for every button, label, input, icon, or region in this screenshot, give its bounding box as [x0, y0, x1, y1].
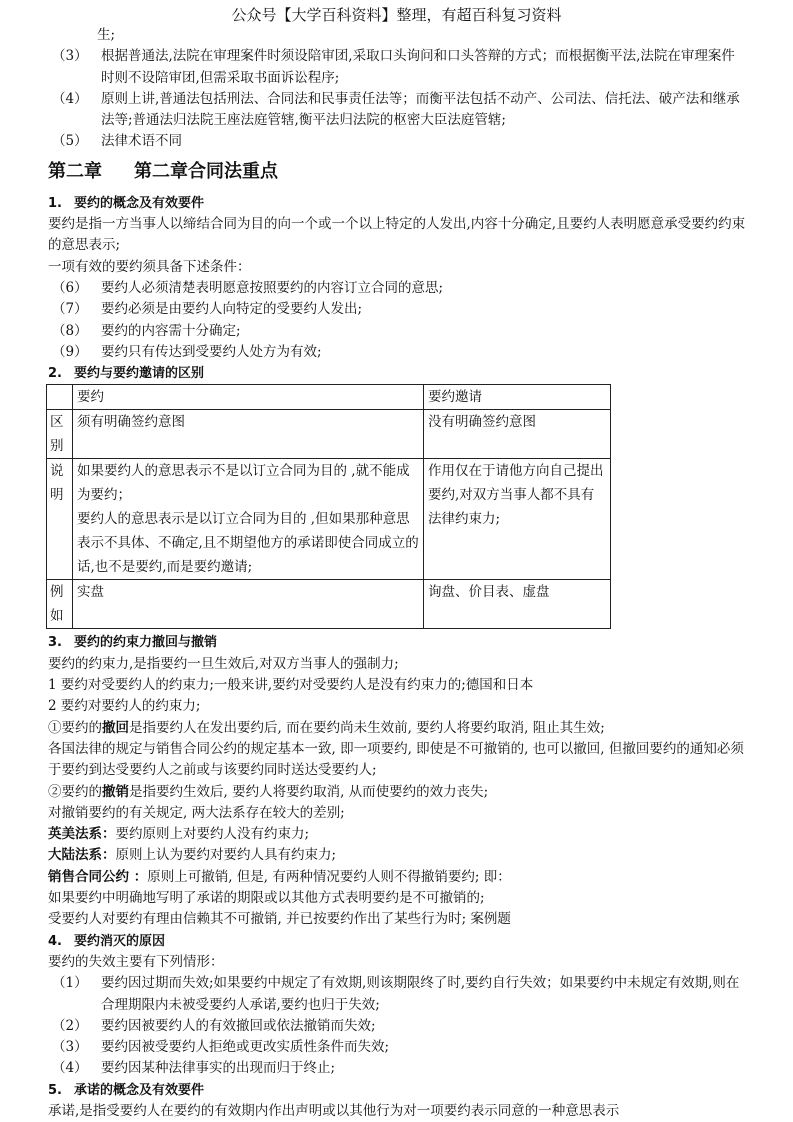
bold-term: 大陆法系：: [48, 847, 116, 864]
paragraph: 各国法律的规定与销售合同公约的规定基本一致, 即一项要约, 即使是不可撤销的, 也可以撤回, 但撤回要约的通知必须于要约到达受要约人之前或与该要约同时送达受要约人;: [48, 740, 744, 779]
list-number: （3）: [52, 48, 88, 65]
chapter-number: 第二章: [48, 160, 102, 182]
paragraph: 如果要约中明确地写明了承诺的期限或以其他方式表明要约是不可撤销的;: [48, 890, 485, 907]
paragraph: [48, 718, 748, 739]
paragraph: 要约的失效主要有下列情形：: [48, 953, 224, 970]
list-text: 要约只有传达到受要约人处方为有效;: [101, 343, 322, 360]
paragraph: 受要约人对要约有理由信赖其不可撤销, 并已按要约作出了某些行为时; 案例题: [48, 911, 511, 928]
bold-term: 英美法系：: [48, 826, 116, 843]
section-title: 要约与要约邀请的区别: [73, 366, 204, 382]
section-number: 3.: [48, 635, 62, 651]
paragraph: [48, 782, 748, 803]
list-item: [48, 342, 748, 363]
table-header: 要约邀请: [424, 385, 611, 410]
section-number: 2.: [48, 366, 62, 382]
table-cell: 没有明确签约意图: [424, 410, 611, 459]
section-heading: [48, 1080, 748, 1101]
bold-term: 销售合同公约 ：: [48, 868, 148, 885]
table-header: 要约: [73, 385, 424, 410]
bold-term: 撤回: [102, 719, 129, 736]
table-cell: 实盘: [73, 580, 424, 629]
section-title: 要约的概念及有效要件: [73, 195, 204, 211]
section-number: 4.: [48, 933, 62, 949]
paragraph: 要约是指一方当事人以缔结合同为目的向一个或一个以上特定的人发出,内容十分确定,且要约人表明愿意承受要约约束的意思表示;: [48, 216, 746, 254]
list-number: （4）: [52, 1060, 88, 1077]
list-number: （8）: [52, 322, 88, 339]
table-cell: 询盘、价目表、虚盘: [424, 580, 611, 629]
list-number: （3）: [52, 1039, 88, 1056]
list-item: [48, 46, 748, 89]
section-title: 要约消灭的原因: [73, 933, 165, 949]
row-label: 区别: [47, 410, 73, 459]
paragraph: 1 要约对受要约人的约束力;一般来讲,要约对受要约人是没有约束力的;德国和日本: [48, 677, 534, 694]
page-header: 公众号【大学百科资料】整理，有超百科复习资料: [231, 6, 562, 24]
table-cell: [73, 459, 424, 580]
list-text: 要约因被受要约人拒绝或更改实质性条件而失效;: [101, 1039, 390, 1056]
list-item: [48, 1037, 748, 1058]
list-item: [48, 973, 748, 1016]
section-heading: [48, 363, 748, 384]
text: ②要约的: [48, 783, 102, 800]
text: ①要约的: [48, 719, 102, 736]
table-row: [47, 580, 611, 629]
section-title: 承诺的概念及有效要件: [73, 1082, 204, 1098]
list-number: （2）: [52, 1017, 88, 1034]
list-number: （1）: [52, 975, 88, 992]
cell-text: 要约人的意思表示是以订立合同为目的 ,但如果那种意思表示不具体、不确定,且不期望他方的承诺即使合同成立的话,也不是要约,而是要约邀请;: [77, 511, 419, 576]
text: 原则上可撤销, 但是, 有两种情况要约人则不得撤销要约; 即：: [147, 868, 511, 885]
list-item: [48, 1016, 748, 1037]
cell-text: 如果要约人的意思表示不是以订立合同为目的 ,就不能成为要约；: [77, 463, 410, 504]
paragraph: [48, 845, 748, 866]
paragraph: 生;: [97, 27, 116, 43]
bold-term: 撤销: [102, 783, 129, 800]
table-header: [47, 385, 73, 410]
list-item: [48, 278, 748, 299]
list-text: 要约人必须清楚表明愿意按照要约的内容订立合同的意思;: [101, 279, 444, 296]
chapter-title: 第二章合同法重点: [134, 160, 278, 182]
section-title: 要约的约束力撤回与撤销: [73, 635, 217, 651]
section-heading: [48, 193, 748, 214]
table-header-row: [47, 385, 611, 410]
paragraph: 承诺,是指受要约人在要约的有效期内作出声明或以其他行为对一项要约表示同意的一种意思表示: [48, 1102, 620, 1119]
list-text: 原则上讲,普通法包括刑法、合同法和民事责任法等；而衡平法包括不动产、公司法、信托法、破产法和继承法等;普通法归法院王座法庭管辖,衡平法归法院的枢密大臣法庭管辖;: [101, 90, 740, 129]
list-text: 要约因某种法律事实的出现而归于终止;: [101, 1060, 336, 1077]
row-label: 说明: [47, 459, 73, 580]
paragraph: [48, 824, 748, 845]
list-item: [48, 1058, 748, 1079]
list-item: [48, 321, 748, 342]
list-item: [48, 89, 748, 132]
list-number: （7）: [52, 301, 88, 318]
list-text: 根据普通法,法院在审理案件时须设陪审团,采取口头询问和口头答辩的方式；而根据衡平法,法院在审理案件时则不设陪审团,但需采取书面诉讼程序;: [101, 48, 735, 86]
section-number: 5.: [48, 1082, 62, 1098]
table-row: [47, 410, 611, 459]
list-text: 要约的内容需十分确定;: [101, 322, 241, 339]
list-number: （5）: [52, 133, 88, 150]
list-number: （9）: [52, 343, 88, 360]
paragraph: 2 要约对要约人的约束力;: [48, 698, 201, 715]
row-label: 例如: [47, 580, 73, 629]
list-item: [48, 131, 748, 152]
list-text: 法律术语不同: [101, 133, 182, 150]
list-item: [48, 299, 748, 320]
paragraph: 要约的约束力,是指要约一旦生效后,对双方当事人的强制力;: [48, 655, 399, 672]
list-text: 要约因被要约人的有效撤回或依法撤销而失效;: [101, 1017, 376, 1034]
list-text: 要约因过期而失效;如果要约中规定了有效期,则该期限终了时,要约自行失效；如果要约中未规定有效期,则在合理期限内未被受要约人承诺,要约也归于失效;: [101, 975, 740, 1013]
section-heading: [48, 632, 748, 653]
comparison-table: [46, 384, 611, 629]
chapter-heading: [48, 155, 748, 189]
text: 是指要约人在发出要约后, 而在要约尚未生效前, 要约人将要约取消, 阻止其生效;: [129, 719, 605, 736]
paragraph: 对撤销要约的有关规定, 两大法系存在较大的差别;: [48, 804, 345, 821]
section-heading: [48, 931, 748, 952]
section-number: 1.: [48, 195, 62, 211]
table-row: [47, 459, 611, 580]
text: 是指要约生效后, 要约人将要约取消, 从而使要约的效力丧失;: [129, 783, 489, 800]
list-number: （4）: [52, 90, 88, 107]
table-cell: 作用仅在于请他方向自己提出要约,对双方当事人都不具有法律约束力;: [424, 459, 611, 580]
list-text: 要约必须是由要约人向特定的受要约人发出;: [101, 301, 363, 318]
paragraph: [48, 867, 748, 888]
list-number: （6）: [52, 279, 88, 296]
table-cell: 须有明确签约意图: [73, 410, 424, 459]
paragraph: 一项有效的要约须具备下述条件：: [48, 258, 251, 275]
text: 要约原则上对要约人没有约束力;: [115, 826, 310, 843]
text: 原则上认为要约对要约人具有约束力;: [115, 847, 337, 864]
